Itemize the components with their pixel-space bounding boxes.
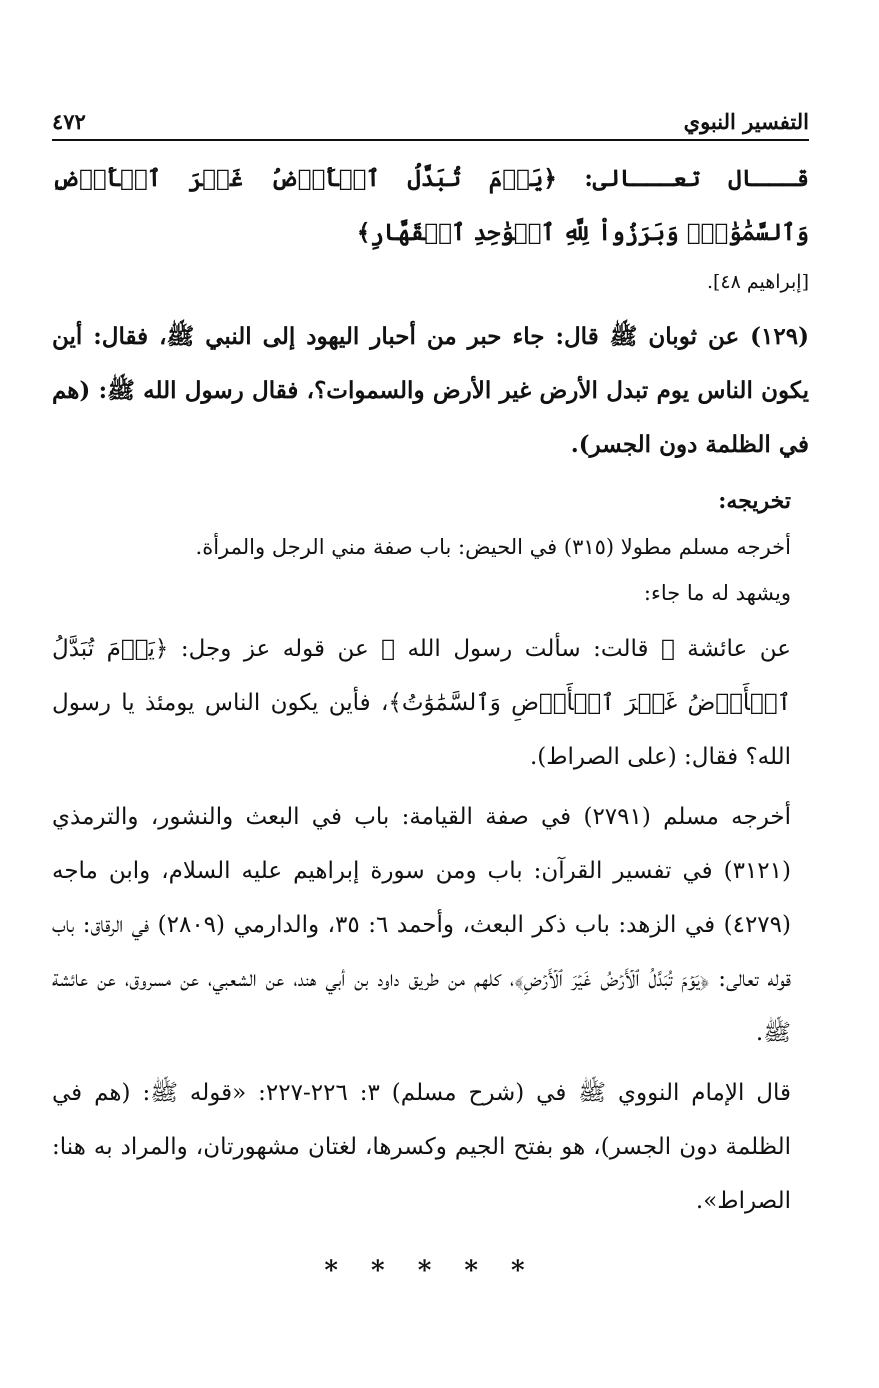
page-body	[52, 152, 809, 1298]
nawawi-commentary: قال الإمام النووي ﷺ في (شرح مسلم) ٣: ٢٢٦-٢٢٧: «قوله ﷺ: (هم في الظلمة دون الجسر)، هو بفتح الجيم وكسرها، لغتان مشهورتان، والمراد به هنا: الصراط».	[52, 1080, 792, 1214]
book-title: التفسير النبوي	[683, 109, 809, 134]
page-number: ٤٧٢	[52, 109, 86, 134]
takhrij-heading: تخريجه:	[718, 488, 791, 514]
verse-reference: [إبراهيم ٤٨].	[706, 271, 809, 293]
sources-paragraph: أخرجه مسلم (٢٧٩١) في صفة القيامة: باب في البعث والنشور، والترمذي (٣١٢١) في تفسير القرآن: باب ومن سورة إبراهيم عليه السلام، وابن ماجه (٤٢٧٩) في الزهد: باب ذكر البعث، وأحمد ٦: ٣٥، والدارمي (٢٨٠٩) في الرقاق: باب قوله تعالى: ﴿يَوۡمَ تُبَدَّلُ ٱلۡأَرۡضُ غَيۡرَ ٱلۡأَرۡضِ﴾، كلهم من طريق داود بن أبي هند، عن الشعبي، عن مسروق، عن عائشة ﷺ.	[52, 804, 792, 1046]
hadith-129: (١٢٩) عن ثوبان ﷺ قال: جاء حبر من أحبار اليهود إلى النبي ﷺ، فقال: أين يكون الناس يوم تبدل الأرض غير الأرض والسموات؟، فقال رسول الله ﷺ: (هم في الظلمة دون الجسر).	[52, 323, 809, 458]
quran-verse: قـــال تعـــالى: ﴿يَوۡمَ تُبَدَّلُ ٱلۡأَرۡضُ غَيۡرَ ٱلۡأَرۡضِ وَٱلسَّمَٰوَٰتُۖ وَبَرَزُواْ لِلَّهِ ٱلۡوَٰحِدِ ٱلۡقَهَّارِ﴾	[52, 165, 809, 246]
running-header	[52, 103, 809, 141]
supporting-intro: ويشهد له ما جاء:	[643, 581, 791, 605]
takhrij-line: أخرجه مسلم مطولا (٣١٥) في الحيض: باب صفة مني الرجل والمرأة.	[195, 535, 791, 559]
section-separator: * * * * *	[324, 1256, 537, 1286]
aisha-narration: عن عائشة ﷺ قالت: سألت رسول الله ﷺ عن قوله عز وجل: ﴿يَوۡمَ تُبَدَّلُ ٱلۡأَرۡضُ غَيۡرَ ٱلۡأَرۡضِ وَٱلسَّمَٰوَٰتُ﴾، فأين يكون الناس يومئذ يا رسول الله؟ فقال: (على الصراط).	[52, 636, 791, 770]
